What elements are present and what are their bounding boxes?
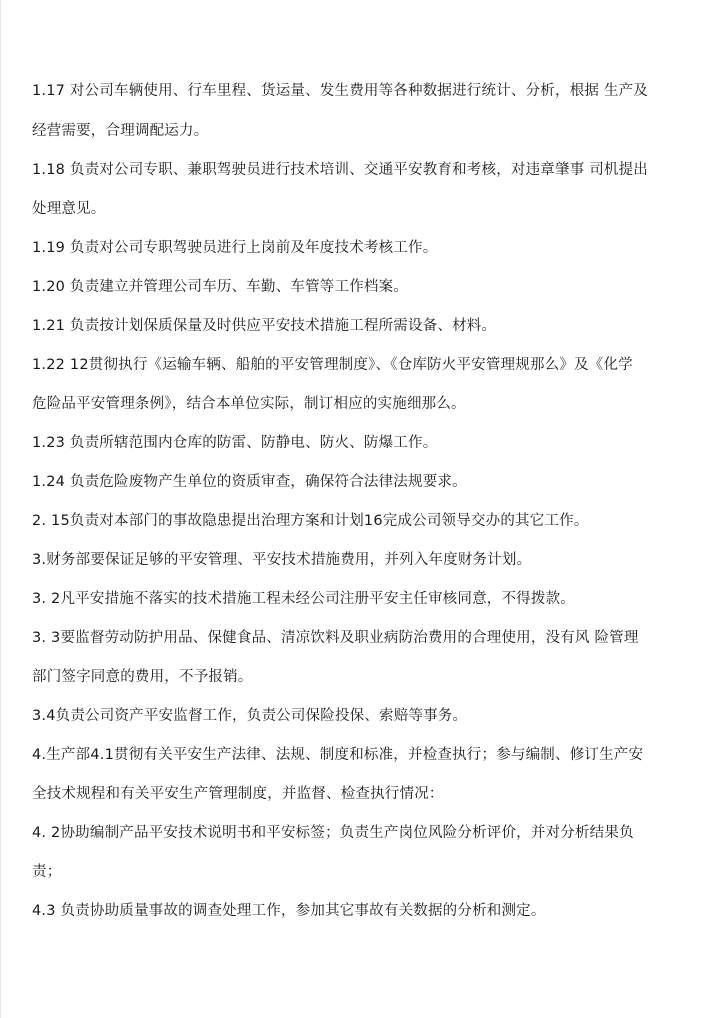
text-line: 1.18 负责对公司专职、兼职驾驶员进行技术培训、交通平安教育和考核，对违章肇事 司机提出 <box>32 162 648 178</box>
text-line: 3.4负责公司资产平安监督工作，负责公司保险投保、索赔等事务。 <box>32 708 468 724</box>
text-line: 1.21 负责按计划保质保量及时供应平安技术措施工程所需设备、材料。 <box>32 318 497 334</box>
text-line: 1.20 负责建立并管理公司车历、车勤、车管等工作档案。 <box>32 279 408 295</box>
text-line: 经营需要，合理调配运力。 <box>32 123 209 139</box>
text-line: 全技术规程和有关平安生产管理制度，并监督、检查执行情况： <box>32 786 444 802</box>
text-line: 3. 3要监督劳动防护用品、保健食品、清凉饮料及职业病防治费用的合理使用，没有风 险管理 <box>32 630 639 646</box>
text-line: 1.23 负责所辖范围内仓库的防雷、防静电、防火、防爆工作。 <box>32 435 438 451</box>
text-line: 部门签字同意的费用，不予报销。 <box>32 669 253 685</box>
text-line: 处理意见。 <box>32 201 106 217</box>
text-line: 1.22 12贯彻执行《运输车辆、船舶的平安管理制度》、《仓库防火平安管理规那么》及《化学 <box>32 357 633 373</box>
text-line: 1.24 负责危险废物产生单位的资质审查，确保符合法律法规要求。 <box>32 474 467 490</box>
text-line: 1.17 对公司车辆使用、行车里程、货运量、发生费用等各种数据进行统计、分析，根据 生产及 <box>32 83 648 99</box>
text-line: 4.3 负责协助质量事故的调查处理工作，参加其它事故有关数据的分析和测定。 <box>32 903 546 919</box>
text-line: 2. 15负责对本部门的事故隐患提出治理方案和计划16完成公司领导交办的其它工作。 <box>32 513 589 529</box>
text-line: 3.财务部要保证足够的平安管理、平安技术措施费用，并列入年度财务计划。 <box>32 552 532 568</box>
text-line: 责； <box>32 864 62 880</box>
text-line: 4. 2协助编制产品平安技术说明书和平安标签；负责生产岗位风险分析评价，并对分析结果负 <box>32 825 634 841</box>
text-line: 1.19 负责对公司专职驾驶员进行上岗前及年度技术考核工作。 <box>32 240 438 256</box>
text-line: 4.生产部4.1贯彻有关平安生产法律、法规、制度和标准，并检查执行；参与编制、修订生产安 <box>32 747 644 763</box>
text-line: 危险品平安管理条例》，结合本单位实际，制订相应的实施细那么。 <box>32 396 466 412</box>
text-line: 3. 2凡平安措施不落实的技术措施工程未经公司注册平安主任审核同意，不得拨款。 <box>32 591 575 607</box>
